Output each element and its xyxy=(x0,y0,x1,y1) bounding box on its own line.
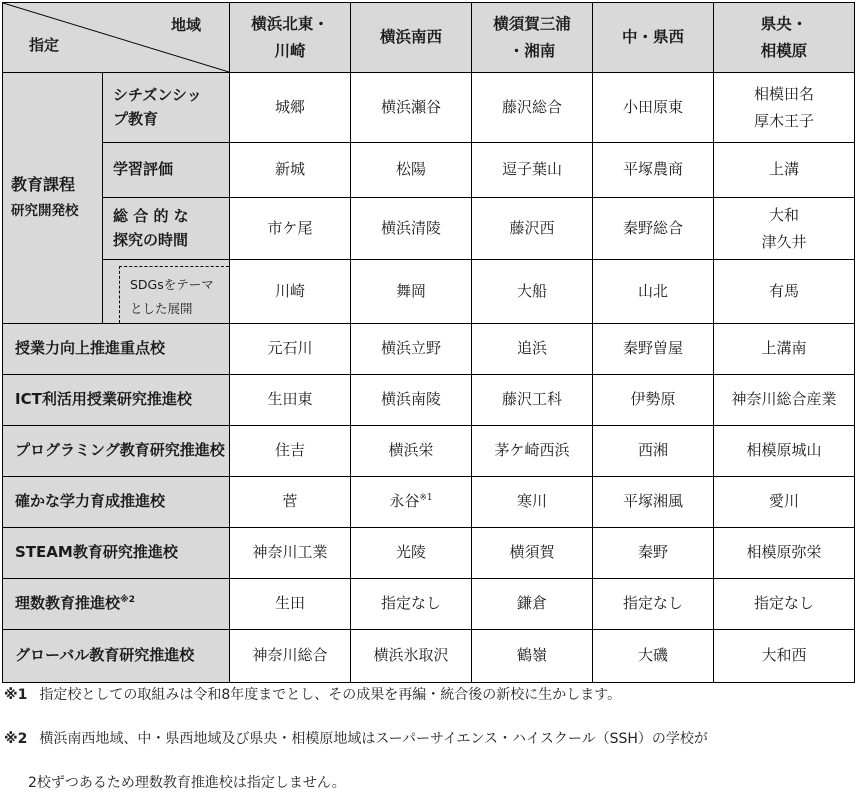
school-name: 大磯 xyxy=(637,646,668,665)
designation-row xyxy=(3,630,855,683)
footnote-ref: ※1 xyxy=(419,493,433,504)
school-name: 西湘 xyxy=(637,441,668,460)
school-cell xyxy=(351,143,472,198)
school-cell xyxy=(351,260,472,324)
school-name: 津久井 xyxy=(761,232,807,251)
school-cell xyxy=(714,324,855,375)
school-cell xyxy=(351,579,472,630)
school-cell xyxy=(472,73,593,143)
school-cell xyxy=(593,260,714,324)
footnote-1 xyxy=(4,684,621,704)
school-name: 松陽 xyxy=(395,160,426,179)
school-cell xyxy=(230,73,351,143)
school-name: 神奈川工業 xyxy=(252,543,328,562)
area-header-line: 横浜北東・ xyxy=(251,15,329,34)
school-cell xyxy=(593,73,714,143)
school-cell xyxy=(593,324,714,375)
curriculum-sublabel-line: SDGsをテーマ xyxy=(130,277,214,292)
sdgs-dashed-box xyxy=(119,266,229,323)
school-name: 元石川 xyxy=(267,339,313,358)
school-name: 横浜氷取沢 xyxy=(373,646,449,665)
designation-label-text: ICT利活用授業研究推進校 xyxy=(15,390,192,409)
designation-label-text: プログラミング教育研究推進校 xyxy=(15,441,225,460)
footnote-2-mark: ※2 xyxy=(4,731,28,747)
school-name: 鎌倉 xyxy=(516,594,547,613)
school-name: 市ケ尾 xyxy=(267,218,313,237)
school-name: 相模原城山 xyxy=(746,441,822,460)
school-cell xyxy=(593,198,714,260)
designation-label-text: 授業力向上推進重点校 xyxy=(15,339,166,358)
curriculum-sublabel-line: 学習評価 xyxy=(113,160,174,179)
school-cell xyxy=(593,579,714,630)
school-cell xyxy=(593,477,714,528)
school-cell xyxy=(472,324,593,375)
school-name: 平塚湘風 xyxy=(622,492,683,511)
designation-row xyxy=(3,375,855,426)
school-name: 上溝 xyxy=(768,160,799,179)
designation-row xyxy=(3,477,855,528)
school-cell xyxy=(593,426,714,477)
designation-table xyxy=(2,2,855,683)
curriculum-sublabel-line: 総 合 的 な xyxy=(113,207,189,226)
school-name: 秦野総合 xyxy=(622,218,683,237)
school-name: 横浜清陵 xyxy=(380,218,441,237)
school-name: 横浜栄 xyxy=(388,441,434,460)
school-name: 平塚農商 xyxy=(622,160,683,179)
footnote-2-continuation: 2校ずつあるため理数教育推進校は指定しません。 xyxy=(28,775,346,791)
designation-label-text: 確かな学力育成推進校 xyxy=(15,492,166,511)
designation-label-text: STEAM教育研究推進校 xyxy=(15,543,178,562)
curriculum-category-title: 教育課程 xyxy=(11,175,76,195)
school-cell xyxy=(714,528,855,579)
school-name: 山北 xyxy=(637,281,668,300)
school-name: 神奈川総合 xyxy=(252,646,328,665)
designation-label-text: 理数教育推進校 xyxy=(15,594,121,613)
school-name: 横須賀 xyxy=(509,543,555,562)
curriculum-sublabel-line: プ教育 xyxy=(113,109,159,128)
designation-row xyxy=(3,528,855,579)
designation-label xyxy=(3,375,230,426)
school-cell xyxy=(230,579,351,630)
school-cell xyxy=(230,477,351,528)
school-name: 川崎 xyxy=(274,281,305,300)
area-header-line: 県央・ xyxy=(760,15,808,34)
designation-row xyxy=(3,324,855,375)
school-cell xyxy=(230,198,351,260)
school-cell xyxy=(714,477,855,528)
school-cell xyxy=(593,143,714,198)
area-header-line: 中・県西 xyxy=(621,28,684,47)
area-header-line: ・湘南 xyxy=(508,41,556,60)
footnote-2 xyxy=(4,728,708,748)
school-cell xyxy=(714,630,855,683)
school-cell xyxy=(714,375,855,426)
school-cell xyxy=(472,630,593,683)
school-name: 藤沢西 xyxy=(509,218,555,237)
curriculum-sublabel-line: 探究の時間 xyxy=(113,230,189,249)
school-cell xyxy=(472,260,593,324)
school-name: 新城 xyxy=(274,160,305,179)
designation-label-text: グローバル教育研究推進校 xyxy=(15,646,195,665)
corner-area-label: 地域 xyxy=(170,16,201,34)
school-cell xyxy=(351,426,472,477)
designation-label xyxy=(3,528,230,579)
curriculum-sublabel-line: とした展開 xyxy=(130,300,193,316)
header-row xyxy=(3,3,855,73)
school-name: 伊勢原 xyxy=(630,390,676,409)
curriculum-row xyxy=(3,143,855,198)
school-cell xyxy=(714,426,855,477)
area-header-0 xyxy=(230,3,351,73)
school-name: 鶴嶺 xyxy=(516,646,547,665)
school-cell xyxy=(472,579,593,630)
footnote-2-text: 横浜南西地域、中・県西地域及び県央・相模原地域はスーパーサイエンス・ハイスクール（SSH）の学校が xyxy=(39,731,708,747)
designation-label xyxy=(3,579,230,630)
designation-row xyxy=(3,579,855,630)
school-name: 相模田名 xyxy=(753,85,814,104)
school-cell xyxy=(230,528,351,579)
area-header-line: 相模原 xyxy=(760,41,808,60)
school-name: 城郷 xyxy=(274,97,305,116)
area-header-2 xyxy=(472,3,593,73)
school-name: 逗子葉山 xyxy=(501,160,562,179)
school-cell xyxy=(714,579,855,630)
curriculum-sublabel xyxy=(103,260,230,324)
school-cell xyxy=(472,528,593,579)
school-cell xyxy=(230,426,351,477)
curriculum-category-subtitle: 研究開発校 xyxy=(11,203,79,220)
school-cell xyxy=(472,375,593,426)
curriculum-category xyxy=(3,73,103,324)
school-name: 舞岡 xyxy=(395,281,426,300)
curriculum-sublabel xyxy=(103,198,230,260)
school-cell xyxy=(351,73,472,143)
school-cell xyxy=(593,528,714,579)
school-cell xyxy=(351,324,472,375)
school-name: 大船 xyxy=(516,281,547,300)
school-cell xyxy=(351,477,472,528)
school-cell xyxy=(714,143,855,198)
school-name: 藤沢総合 xyxy=(501,97,562,116)
school-name: 生田東 xyxy=(267,390,313,409)
school-name: 光陵 xyxy=(395,543,426,562)
school-name: 大和 xyxy=(768,206,799,225)
school-cell xyxy=(230,143,351,198)
designation-label xyxy=(3,630,230,683)
area-header-line: 横浜南西 xyxy=(379,28,442,47)
school-cell xyxy=(351,375,472,426)
school-cell xyxy=(472,198,593,260)
school-name: 指定なし xyxy=(753,594,814,613)
school-name: 横浜立野 xyxy=(380,339,441,358)
school-cell xyxy=(230,630,351,683)
school-cell xyxy=(351,198,472,260)
area-header-1 xyxy=(351,3,472,73)
school-name: 小田原東 xyxy=(622,97,683,116)
school-name: 横浜瀬谷 xyxy=(380,97,441,116)
designation-label xyxy=(3,426,230,477)
school-name: 茅ケ崎西浜 xyxy=(494,441,570,460)
school-name: 秦野曽屋 xyxy=(622,339,683,358)
area-header-4 xyxy=(714,3,855,73)
curriculum-sublabel xyxy=(103,143,230,198)
school-cell xyxy=(472,143,593,198)
school-cell xyxy=(230,260,351,324)
school-cell xyxy=(472,477,593,528)
footnote-1-mark: ※1 xyxy=(4,687,28,703)
school-name: 住吉 xyxy=(274,441,305,460)
school-name: 永谷 xyxy=(389,492,420,511)
school-name: 愛川 xyxy=(768,492,799,511)
school-name: 横浜南陵 xyxy=(380,390,441,409)
school-name: 寒川 xyxy=(516,492,547,511)
corner-designation-label: 指定 xyxy=(29,35,60,54)
school-cell xyxy=(351,630,472,683)
curriculum-row xyxy=(3,198,855,260)
school-name: 藤沢工科 xyxy=(501,390,562,409)
area-header-line: 横須賀三浦 xyxy=(493,15,571,34)
curriculum-row xyxy=(3,260,855,324)
area-header-line: 川崎 xyxy=(274,41,306,60)
curriculum-sublabel xyxy=(103,73,230,143)
school-cell xyxy=(230,324,351,375)
school-name: 有馬 xyxy=(768,281,799,300)
school-name: 秦野 xyxy=(637,543,668,562)
area-header-3 xyxy=(593,3,714,73)
designation-row xyxy=(3,426,855,477)
school-cell xyxy=(714,260,855,324)
school-name: 追浜 xyxy=(516,339,547,358)
school-name: 相模原弥栄 xyxy=(746,543,822,562)
header-corner xyxy=(3,3,230,73)
school-name: 上溝南 xyxy=(761,339,807,358)
curriculum-sublabel-line: シチズンシッ xyxy=(113,86,202,105)
school-cell xyxy=(351,528,472,579)
school-cell xyxy=(472,426,593,477)
school-name: 厚木王子 xyxy=(753,111,814,130)
school-cell xyxy=(593,375,714,426)
footnote-1-text: 指定校としての取組みは令和8年度までとし、その成果を再編・統合後の新校に生かします。 xyxy=(39,687,622,703)
footnote-ref: ※2 xyxy=(120,595,136,606)
school-name: 大和西 xyxy=(761,646,807,665)
designation-label xyxy=(3,477,230,528)
school-cell xyxy=(230,375,351,426)
school-cell xyxy=(714,198,855,260)
school-name: 菅 xyxy=(282,492,298,511)
school-cell xyxy=(714,73,855,143)
curriculum-row xyxy=(3,73,855,143)
table-body xyxy=(3,3,855,683)
school-cell xyxy=(593,630,714,683)
school-name: 指定なし xyxy=(622,594,683,613)
school-name: 生田 xyxy=(274,594,305,613)
designation-label xyxy=(3,324,230,375)
school-name: 神奈川総合産業 xyxy=(731,390,837,409)
school-name: 指定なし xyxy=(380,594,441,613)
